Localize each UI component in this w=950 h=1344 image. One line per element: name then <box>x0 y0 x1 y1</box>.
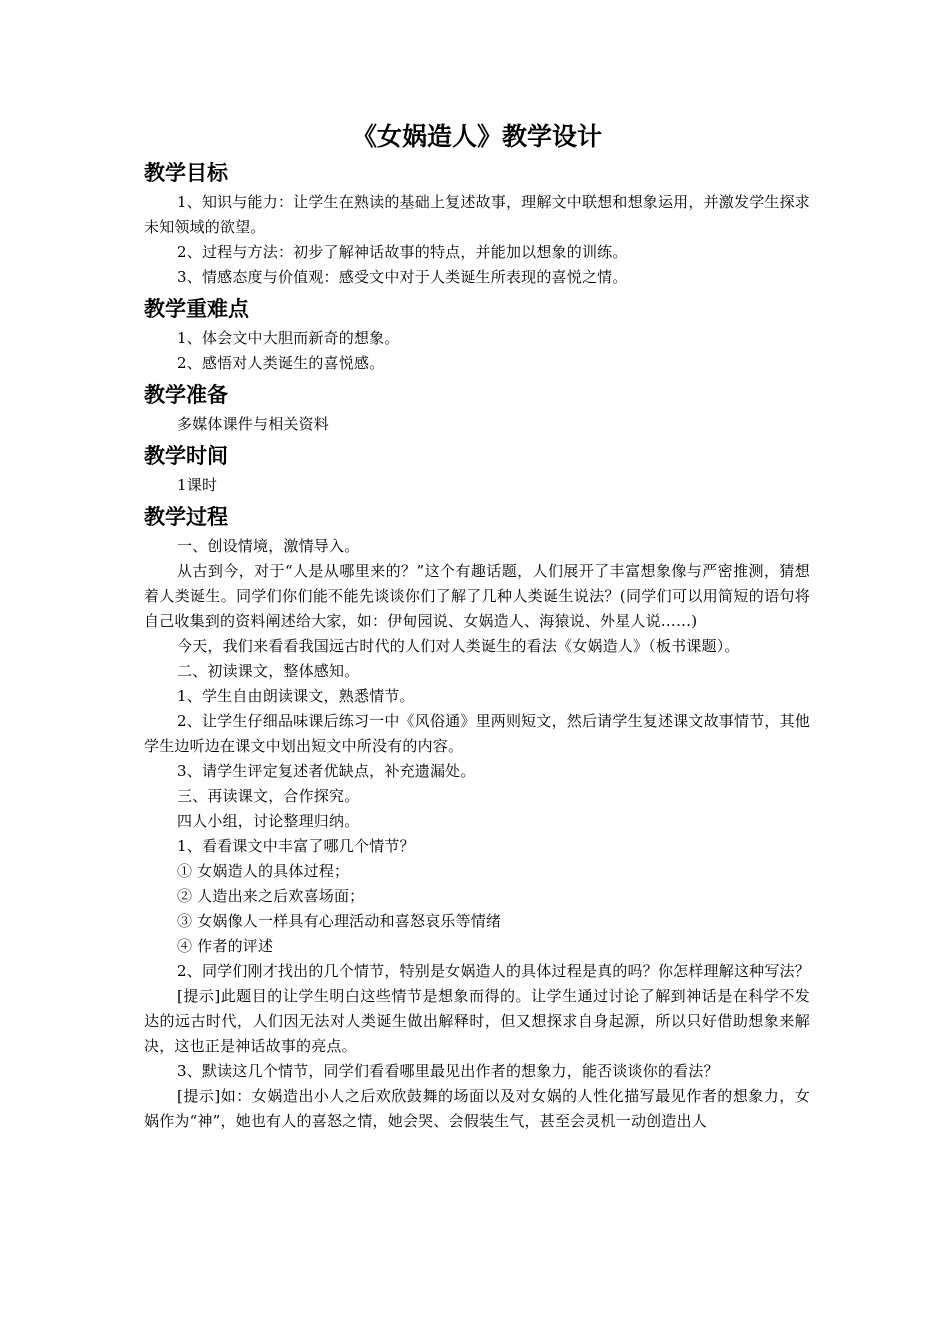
section-process <box>144 502 810 1134</box>
paragraph: 1、学生自由朗读课文，熟悉情节。 <box>177 687 415 705</box>
paragraph: [提示]此题目的让学生明白这些情节是想象而得的。让学生通过讨论了解到神话是在科学不发达的远古时代，人们因无法对人类诞生做出解释时，但又想探求自身起源，所以只好借助想象来解决，这也正是神话故事的亮点。 <box>144 987 810 1055</box>
section-heading: 教学目标 <box>144 161 228 185</box>
paragraph: [提示]如：女娲造出小人之后欢欣鼓舞的场面以及对女娲的人性化描写最见作者的想象力，女娲作为“神”，她也有人的喜怒之情，她会哭、会假装生气，甚至会灵机一动创造出人 <box>144 1087 810 1130</box>
paragraph: 二、初读课文，整体感知。 <box>177 662 360 680</box>
paragraph: 2、同学们刚才找出的几个情节，特别是女娲造人的具体过程是真的吗？你怎样理解这种写法？ <box>177 962 810 980</box>
paragraph: 3、请学生评定复述者优缺点，补充遗漏处。 <box>177 762 476 780</box>
section-heading: 教学重难点 <box>144 297 249 321</box>
section-heading: 教学准备 <box>144 383 228 407</box>
section-key-points <box>144 294 810 376</box>
paragraph: 3、默读这几个情节，同学们看看哪里最见出作者的想象力，能否谈谈你的看法？ <box>177 1062 719 1080</box>
paragraph: 2、让学生仔细品味课后练习一中《风俗通》里两则短文，然后请学生复述课文故事情节，其他学生边听边在课文中划出短文中所没有的内容。 <box>144 712 810 755</box>
list-item: ③ 女娲像人一样具有心理活动和喜怒哀乐等情绪 <box>177 912 502 930</box>
paragraph: 从古到今，对于“人是从哪里来的？”这个有趣话题，人们展开了丰富想象像与严密推测，猜想着人类诞生。同学们你们能不能先谈谈你们了解了几种人类诞生说法？(同学们可以用简短的语句将自己收集到的资料阐述给大家，如：伊甸园说、女娲造人、海猿说、外星人说……) <box>144 562 810 630</box>
paragraph: 1、知识与能力：让学生在熟读的基础上复述故事，理解文中联想和想象运用，并激发学生探求未知领域的欲望。 <box>144 193 810 236</box>
section-time <box>144 441 810 498</box>
list-item: ④ 作者的评述 <box>177 937 274 955</box>
paragraph: 2、过程与方法：初步了解神话故事的特点，并能加以想象的训练。 <box>177 243 628 261</box>
section-heading: 教学时间 <box>144 444 228 468</box>
list-item: ② 人造出来之后欢喜场面； <box>177 887 365 905</box>
paragraph: 1课时 <box>177 476 218 494</box>
paragraph: 2、感悟对人类诞生的喜悦感。 <box>177 354 385 372</box>
section-heading: 教学过程 <box>144 505 228 529</box>
paragraph: 三、再读课文，合作探究。 <box>177 787 360 805</box>
paragraph: 1、体会文中大胆而新奇的想象。 <box>177 329 400 347</box>
paragraph: 今天，我们来看看我国远古时代的人们对人类诞生的看法《女娲造人》（板书课题）。 <box>177 637 740 655</box>
paragraph: 四人小组，讨论整理归纳。 <box>177 812 360 830</box>
document-content <box>144 120 810 1134</box>
paragraph: 多媒体课件与相关资料 <box>177 415 330 433</box>
section-preparation <box>144 380 810 437</box>
paragraph: 1、看看课文中丰富了哪几个情节？ <box>177 837 415 855</box>
list-item: ① 女娲造人的具体过程； <box>177 862 350 880</box>
page-title: 《女娲造人》教学设计 <box>351 122 602 151</box>
paragraph: 3、情感态度与价值观：感受文中对于人类诞生所表现的喜悦之情。 <box>177 268 628 286</box>
paragraph: 一、创设情境，激情导入。 <box>177 537 360 555</box>
section-objectives <box>144 158 810 290</box>
